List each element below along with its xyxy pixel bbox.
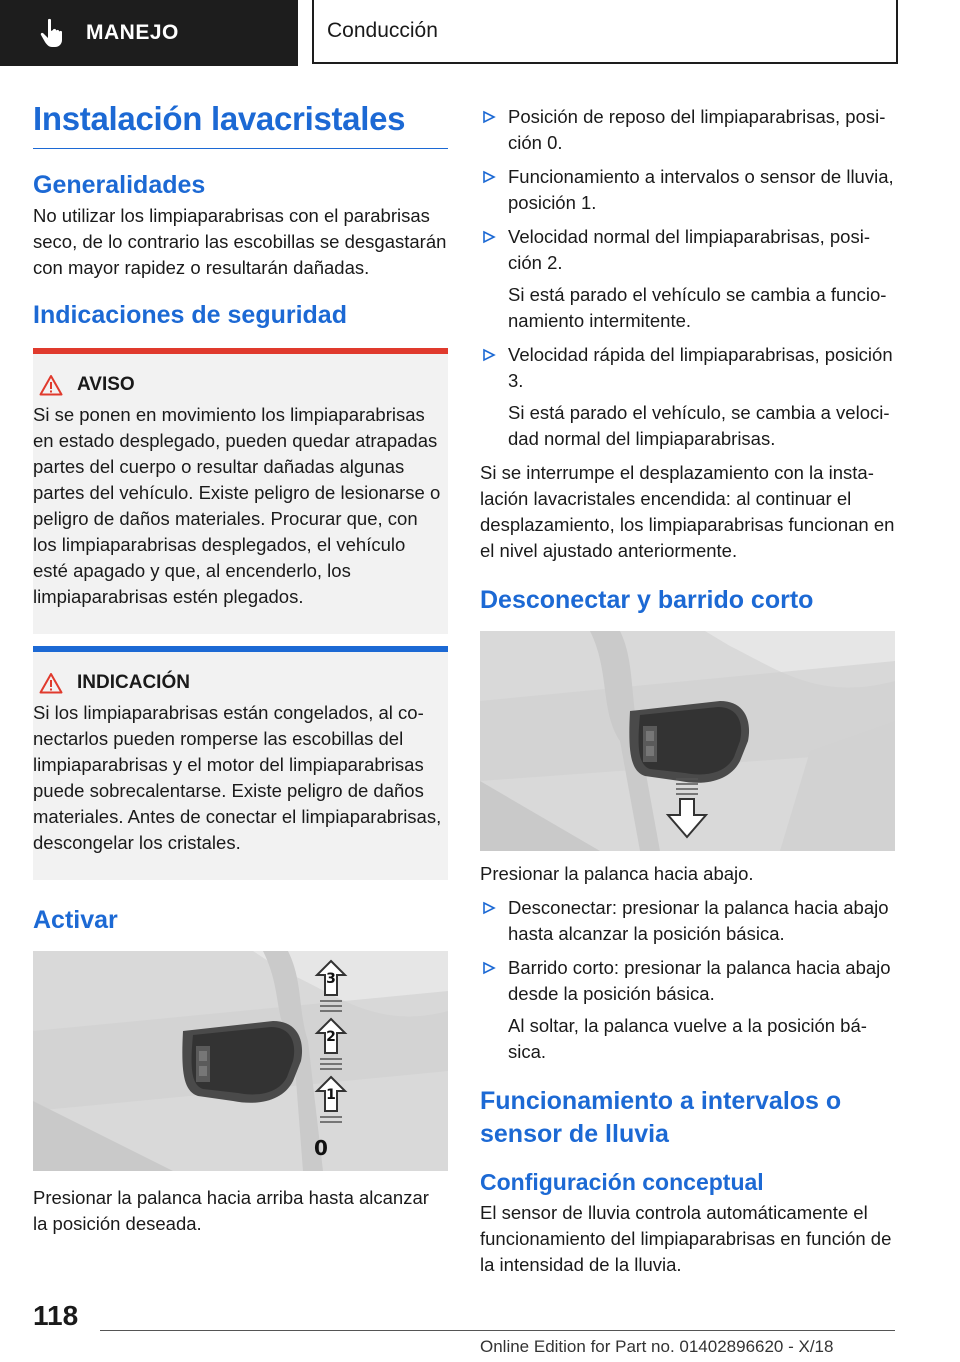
figure-label-2: 2 bbox=[326, 1029, 336, 1045]
position-item-note: Si está parado el vehículo se cambia a funcionamiento intermitente. bbox=[508, 284, 887, 331]
desconectar-list bbox=[480, 895, 895, 1065]
page-number: 118 bbox=[33, 1300, 79, 1331]
generalidades-heading: Generalidades bbox=[33, 171, 206, 199]
warning-triangle-icon bbox=[39, 374, 63, 396]
hand-pointer-icon bbox=[40, 18, 66, 48]
bullet-triangle-icon bbox=[482, 109, 496, 125]
right-column bbox=[480, 104, 895, 1278]
lever-up-illustration bbox=[33, 951, 448, 1171]
position-item-text: Velocidad rápida del limpiaparabrisas, posición 3. bbox=[508, 344, 893, 391]
intervalos-heading: Funcionamiento a intervalos o sensor de lluvia bbox=[480, 1087, 842, 1148]
position-item-text: Funcionamiento a intervalos o sensor de lluvia, posición 1. bbox=[508, 166, 894, 213]
seguridad-heading: Indicaciones de seguridad bbox=[33, 301, 347, 329]
page-title: Instalación lavacristales bbox=[33, 100, 448, 149]
desconectar-caption: Presionar la palanca hacia abajo. bbox=[480, 863, 754, 884]
configuracion-heading: Configuración conceptual bbox=[480, 1169, 764, 1195]
page-header bbox=[0, 0, 960, 66]
desconectar-heading: Desconectar y barrido corto bbox=[480, 586, 814, 614]
activar-heading: Activar bbox=[33, 906, 118, 934]
warning-triangle-icon bbox=[39, 672, 63, 694]
list-item bbox=[480, 342, 895, 452]
aviso-callout bbox=[33, 348, 448, 634]
bullet-triangle-icon bbox=[482, 229, 496, 245]
position-item-text: Velocidad normal del limpiaparabrisas, posición 2. bbox=[508, 226, 870, 273]
aviso-text: Si se ponen en movimiento los limpiaparabrisas en estado desplegado, pueden quedar atrapadas partes del cuerpo o resultar dañadas algunas partes del vehículo. Existe peligro de lesionarse o peligro de daños materiales. Procurar que, con los limpiaparabrisas desplegados, el vehículo esté apagado y que, al encenderlo, los limpiaparabrisas estén plegados. bbox=[33, 404, 441, 607]
lever-down-illustration bbox=[480, 631, 895, 851]
desconectar-item-note: Al soltar, la palanca vuelve a la posición básica. bbox=[508, 1015, 867, 1062]
list-item bbox=[480, 955, 895, 1065]
bullet-triangle-icon bbox=[482, 347, 496, 363]
intervalos-text: El sensor de lluvia controla automáticamente el funcionamiento del limpiaparabrisas en función de la intensidad de la lluvia. bbox=[480, 1202, 892, 1275]
indicacion-title: INDICACIÓN bbox=[77, 672, 190, 693]
indicacion-text: Si los limpiaparabrisas están congelados, al conectarlos pueden romperse las escobillas del limpiaparabrisas y el motor del limpiaparabrisas puede sobrecalentarse. Existe peligro de daños materiales. Antes de conectar el limpiaparabrisas, descongelar los cristales. bbox=[33, 702, 442, 853]
figure-label-1: 1 bbox=[326, 1087, 336, 1103]
edition-note: Online Edition for Part no. 01402896620 - X/18 bbox=[480, 1337, 834, 1356]
desconectar-item-text: Barrido corto: presionar la palanca hacia abajo desde la posición básica. bbox=[508, 957, 891, 1004]
list-item bbox=[480, 164, 895, 216]
list-item bbox=[480, 104, 895, 156]
bullet-triangle-icon bbox=[482, 900, 496, 916]
bullet-triangle-icon bbox=[482, 169, 496, 185]
footer-divider bbox=[100, 1330, 895, 1331]
position-item-text: Posición de reposo del limpiaparabrisas, posición 0. bbox=[508, 106, 886, 153]
position-item-note: Si está parado el vehículo, se cambia a velocidad normal del limpiaparabrisas. bbox=[508, 402, 890, 449]
list-item bbox=[480, 895, 895, 947]
aviso-title: AVISO bbox=[77, 374, 135, 395]
desconectar-item-text: Desconectar: presionar la palanca hacia abajo hasta alcanzar la posición básica. bbox=[508, 897, 889, 944]
activar-caption: Presionar la palanca hacia arriba hasta alcanzar la posición deseada. bbox=[33, 1187, 429, 1234]
bullet-triangle-icon bbox=[482, 960, 496, 976]
chapter-label: Conducción bbox=[327, 19, 438, 42]
list-item bbox=[480, 224, 895, 334]
section-label: MANEJO bbox=[86, 21, 179, 44]
indicacion-callout bbox=[33, 646, 448, 880]
section-tab bbox=[0, 0, 298, 66]
position-list bbox=[480, 104, 895, 452]
chapter-tab bbox=[312, 0, 898, 64]
figure-label-0: 0 bbox=[314, 1136, 328, 1160]
left-column bbox=[33, 100, 448, 1237]
generalidades-text: No utilizar los limpiaparabrisas con el parabrisas seco, de lo contrario las escobillas se desgastarán con mayor rapidez o resultarán dañadas. bbox=[33, 205, 447, 278]
interrupt-text: Si se interrumpe el desplazamiento con la instalación lavacristales encendida: al continuar el desplazamiento, los limpiaparabrisas funcionan en el nivel ajustado anteriormente. bbox=[480, 462, 895, 561]
figure-label-3: 3 bbox=[326, 971, 336, 987]
